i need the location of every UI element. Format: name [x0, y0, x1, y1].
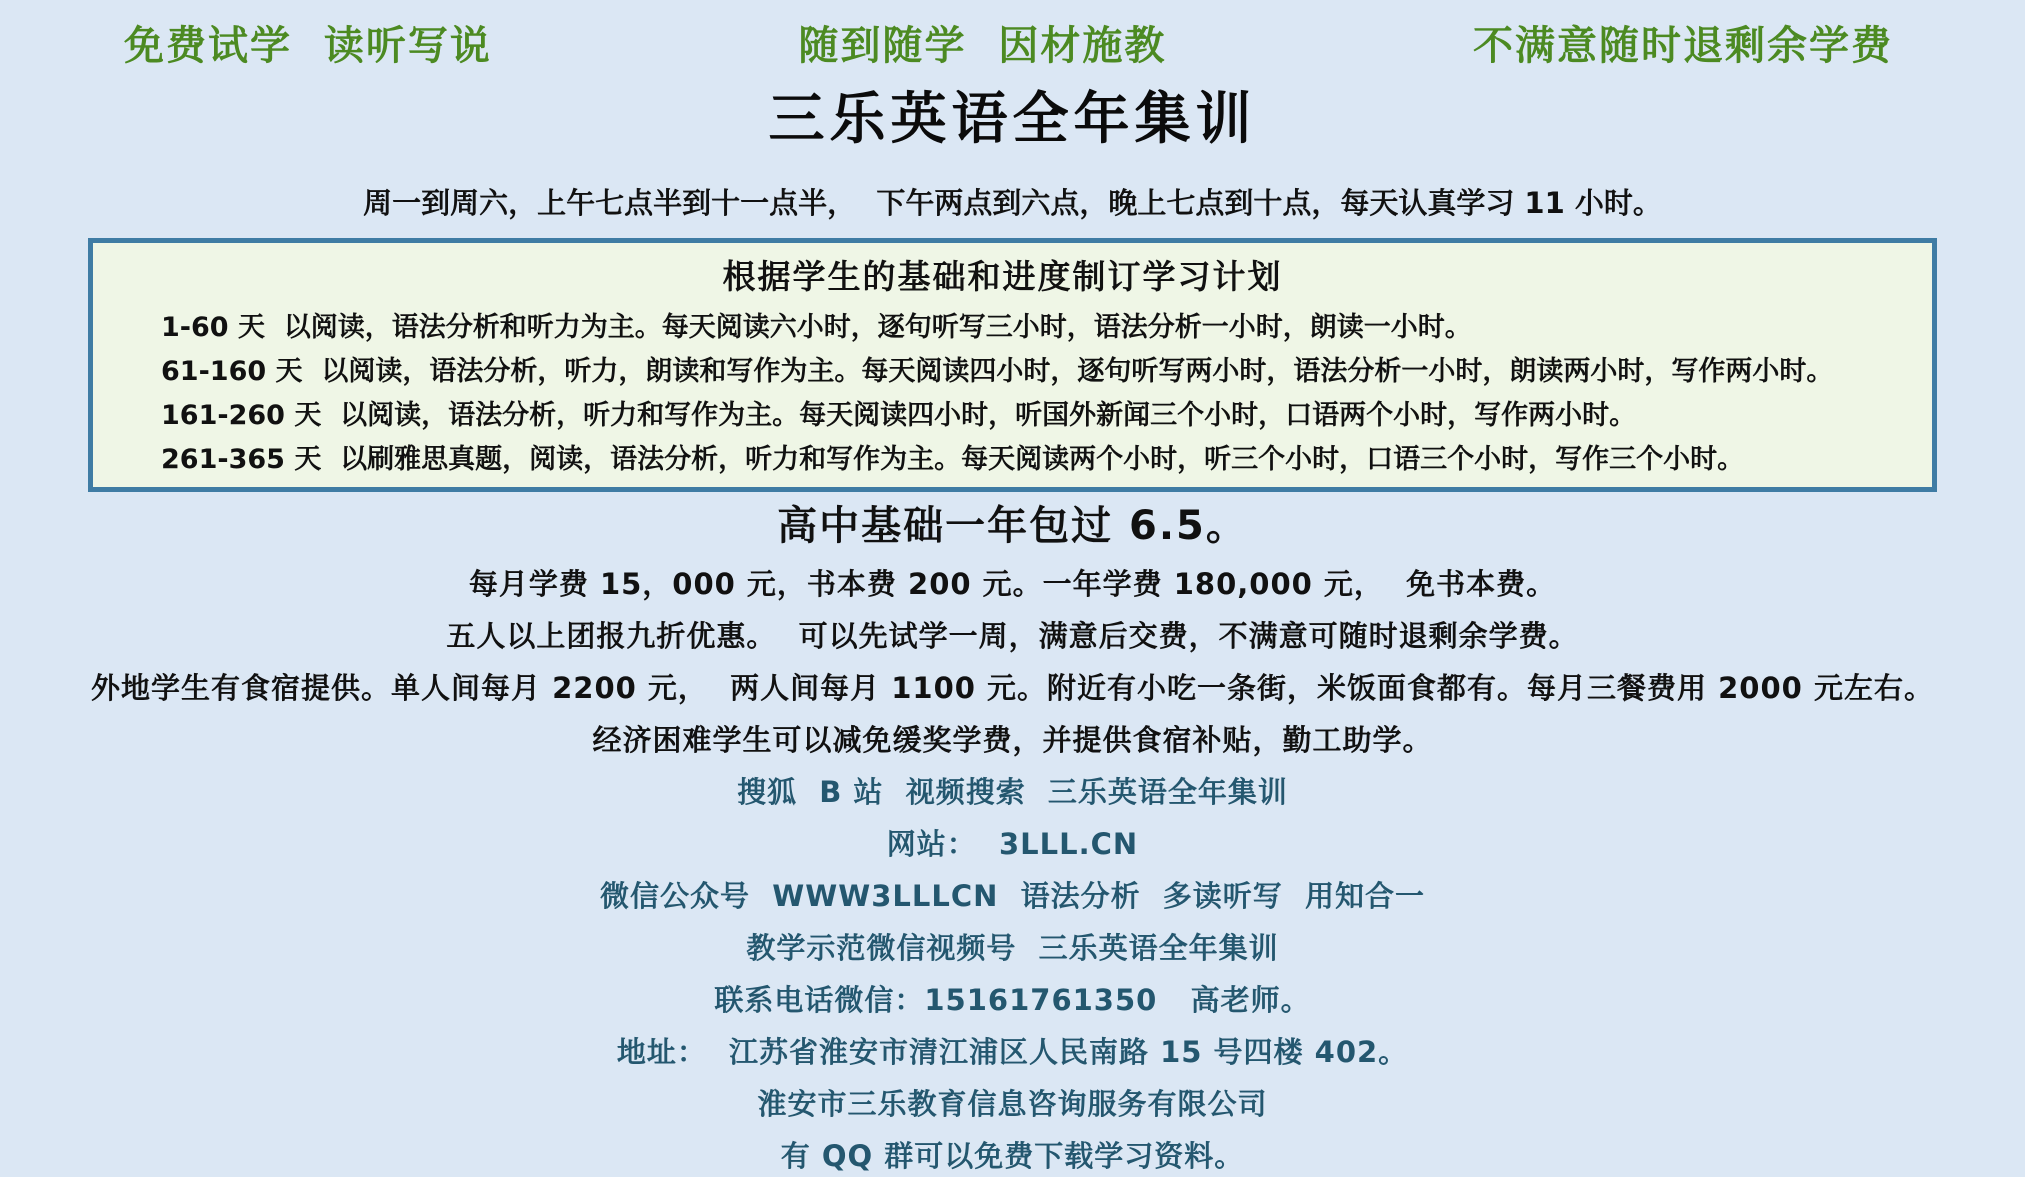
- qq-group-line: 有 QQ 群可以免费下载学习资料。: [780, 1139, 1245, 1173]
- slogan-center: 随到随学 因材施教: [798, 23, 1167, 69]
- schedule-line: 周一到周六，上午七点半到十一点半， 下午两点到六点，晚上七点到十点，每天认真学习 11 小时。: [363, 186, 1662, 220]
- plan-line-days-1-60: 1-60 天 以阅读，语法分析和听力为主。每天阅读六小时，逐句听写三小时，语法分析一小时，朗读一小时。: [161, 312, 1472, 343]
- financial-aid-line: 经济困难学生可以减免缓奖学费，并提供食宿补贴，勤工助学。: [592, 723, 1433, 757]
- slogan-right: 不满意随时退剩余学费: [1473, 23, 1893, 69]
- plan-line-days-61-160: 61-160 天 以阅读，语法分析，听力，朗读和写作为主。每天阅读四小时，逐句听写两小时，语法分析一小时，朗读两小时，写作两小时。: [161, 356, 1834, 387]
- website-line: 网站： 3LLL.CN: [886, 827, 1139, 861]
- phone-line: 联系电话微信：15161761350 高老师。: [714, 983, 1311, 1017]
- plan-line-days-261-365: 261-365 天 以刷雅思真题，阅读，语法分析，听力和写作为主。每天阅读两个小时，听三个小时，口语三个小时，写作三个小时。: [161, 444, 1745, 475]
- discount-trial-line: 五人以上团报九折优惠。 可以先试学一周，满意后交费，不满意可随时退剩余学费。: [446, 619, 1579, 653]
- wechat-video-line: 教学示范微信视频号 三乐英语全年集训: [746, 931, 1279, 965]
- study-plan-title: 根据学生的基础和进度制订学习计划: [722, 257, 1283, 296]
- slogan-left: 免费试学 读听写说: [124, 23, 492, 69]
- wechat-official-line: 微信公众号 WWW3LLLCN 语法分析 多读听写 用知合一: [600, 879, 1425, 913]
- boarding-line: 外地学生有食宿提供。单人间每月 2200 元， 两人间每月 1100 元。附近有小吃一条街，米饭面食都有。每月三餐费用 2000 元左右。: [91, 671, 1934, 705]
- page-title: 三乐英语全年集训: [768, 87, 1257, 152]
- address-line: 地址： 江苏省淮安市清江浦区人民南路 15 号四楼 402。: [616, 1035, 1409, 1069]
- study-plan-box: [88, 238, 1937, 492]
- guarantee-line: 高中基础一年包过 6.5。: [777, 503, 1248, 549]
- company-name-line: 淮安市三乐教育信息咨询服务有限公司: [757, 1087, 1268, 1121]
- slogan-row: [0, 0, 2025, 70]
- tuition-line: 每月学费 15，000 元，书本费 200 元。一年学费 180,000 元， 免书本费。: [468, 567, 1557, 601]
- video-search-line: 搜狐 B 站 视频搜索 三乐英语全年集训: [737, 775, 1288, 809]
- plan-line-days-161-260: 161-260 天 以阅读，语法分析，听力和写作为主。每天阅读四小时，听国外新闻三个小时，口语两个小时，写作两小时。: [161, 400, 1637, 431]
